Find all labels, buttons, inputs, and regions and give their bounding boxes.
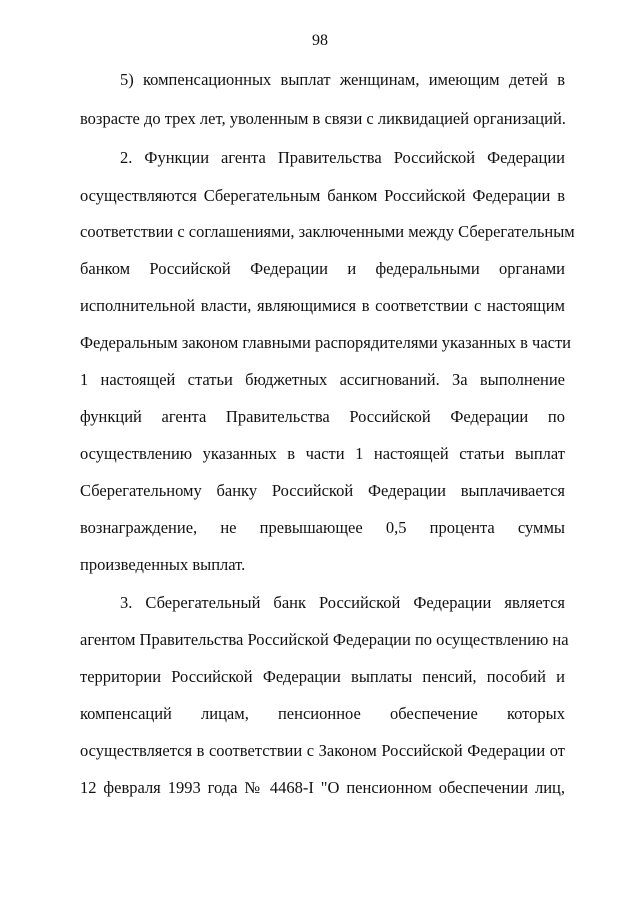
text-line: 2. Функции агента Правительства Российской Федерации bbox=[120, 148, 565, 167]
text-line: агентом Правительства Российской Федерации по осуществлению на bbox=[80, 630, 569, 649]
text-line: осуществляются Сберегательным банком Российской Федерации в bbox=[80, 186, 565, 205]
text-line: Федеральным законом главными распорядителями указанных в части bbox=[80, 333, 572, 352]
text-line: возрасте до трех лет, уволенным в связи с ликвидацией организаций. bbox=[80, 109, 566, 128]
text-line: 12 февраля 1993 года № 4468-I "О пенсионном обеспечении лиц, bbox=[80, 778, 565, 797]
text-line: осуществлению указанных в части 1 настоящей статьи выплат bbox=[80, 444, 565, 463]
text-line: компенсаций лицам, пенсионное обеспечение которых bbox=[80, 704, 565, 723]
text-line: исполнительной власти, являющимися в соответствии с настоящим bbox=[80, 296, 565, 315]
text-line: 3. Сберегательный банк Российской Федерации является bbox=[120, 593, 565, 612]
page-number: 98 bbox=[312, 32, 328, 49]
text-line: 1 настоящей статьи бюджетных ассигнований. За выполнение bbox=[80, 370, 565, 389]
text-line: соответствии с соглашениями, заключенными между Сберегательным bbox=[80, 222, 575, 241]
text-line: осуществляется в соответствии с Законом Российской Федерации от bbox=[80, 741, 565, 760]
text-line: 5) компенсационных выплат женщинам, имеющим детей в bbox=[120, 70, 565, 89]
text-line: произведенных выплат. bbox=[80, 555, 246, 574]
text-line: Сберегательному банку Российской Федерации выплачивается bbox=[80, 481, 565, 500]
text-line: банком Российской Федерации и федеральными органами bbox=[80, 259, 565, 278]
text-line: территории Российской Федерации выплаты пенсий, пособий и bbox=[80, 667, 565, 686]
text-line: функций агента Правительства Российской Федерации по bbox=[80, 407, 565, 426]
text-line: вознаграждение, не превышающее 0,5 процента суммы bbox=[80, 518, 565, 537]
